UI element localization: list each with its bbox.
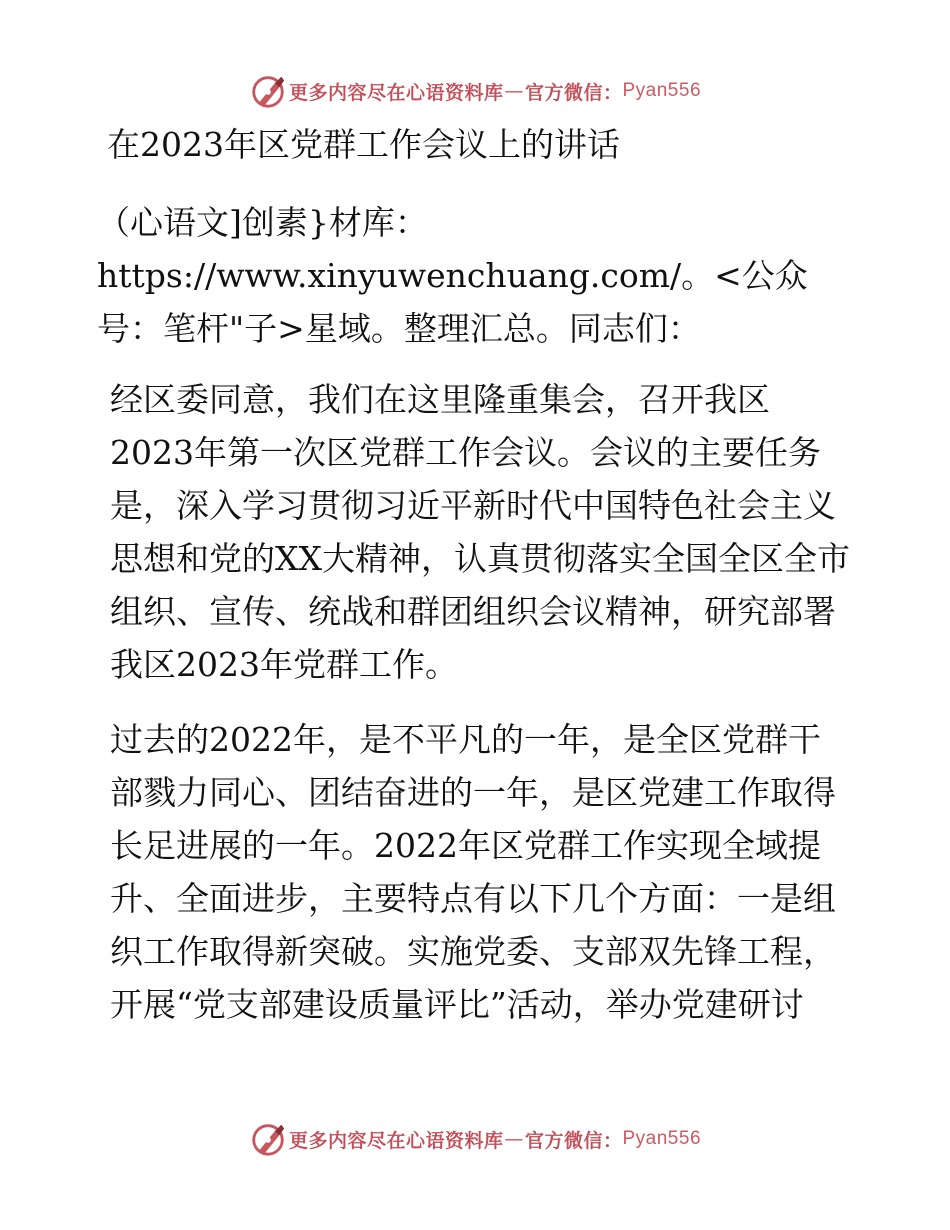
banner-separator: — [504,1128,524,1150]
banner-wechat-id: Pyan556 [622,80,702,101]
banner-site-text: 更多内容尽在心语资料库 [288,1129,504,1152]
banner-wechat-label: 官方微信： [524,1129,623,1152]
document-body [97,118,852,1031]
banner-separator: — [504,80,524,102]
intro-paragraph: （心语文]创素}材库：https://www.xinyuwenchuang.com/。<公众号：笔杆"子>星域。整理汇总。同志们： [97,203,808,348]
document-title: 在2023年区党群工作会议上的讲话 [107,125,620,164]
header-watermark-banner [0,71,950,111]
pen-logo-icon [249,1120,287,1158]
body-paragraph-2: 过去的2022年，是不平凡的一年，是全区党群干部戮力同心、团结奋进的一年，是区党建工作取得长足进展的一年。2022年区党群工作实现全域提升、全面进步，主要特点有以下几个方面：一是组织工作取得新突破。实施党委、支部双先锋工程，开展“党支部建设质量评比”活动，举办党建研讨 [110,720,836,1024]
banner-wechat-id: Pyan556 [622,1128,702,1149]
body-paragraph-1: 经区委同意，我们在这里隆重集会，召开我区2023年第一次区党群工作会议。会议的主要任务是，深入学习贯彻习近平新时代中国特色社会主义思想和党的XX大精神，认真贯彻落实全国全区全市组织、宣传、统战和群团组织会议精神，研究部署我区2023年党群工作。 [110,380,850,684]
footer-watermark-banner [0,1119,950,1159]
banner-site-text: 更多内容尽在心语资料库 [288,81,504,104]
banner-wechat-label: 官方微信： [524,81,623,104]
pen-logo-icon [249,72,287,110]
